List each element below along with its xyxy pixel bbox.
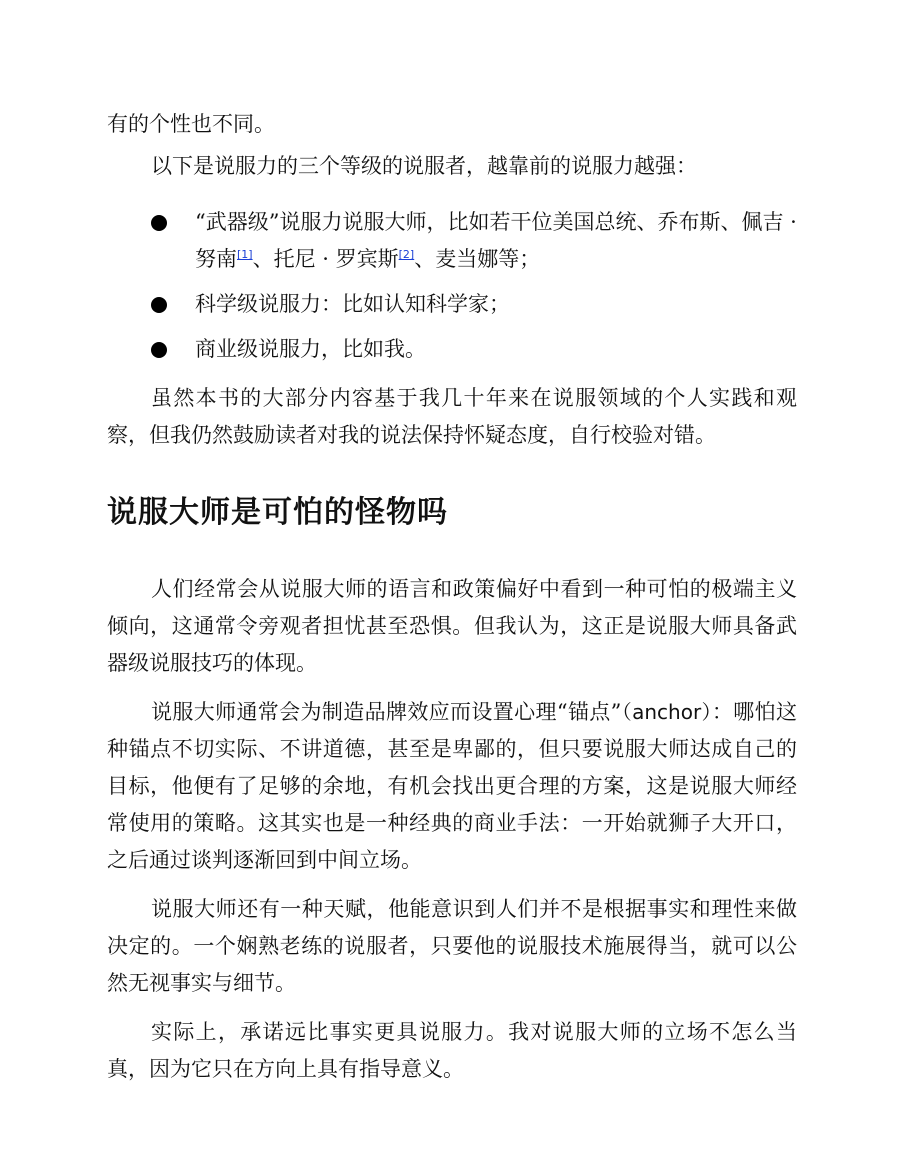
- section-heading: 说服大师是可怕的怪物吗: [107, 495, 448, 530]
- footnote-link[interactable]: [2]: [398, 248, 415, 261]
- list-item: [107, 286, 797, 323]
- paragraph-continuation: 有的个性也不同。: [107, 112, 275, 136]
- document-page: [107, 106, 797, 1088]
- paragraph-body: 人们经常会从说服大师的语言和政策偏好中看到一种可怕的极端主义倾向，这通常令旁观者担忧甚至恐惧。但我认为，这正是说服大师具备武器级说服技巧的体现。: [107, 577, 797, 675]
- list-item-text: 商业级说服力，比如我。: [195, 337, 426, 361]
- footnote-link[interactable]: [1]: [237, 248, 253, 261]
- bullet-icon: [151, 215, 167, 231]
- list-item-text: 、麦当娜等；: [414, 247, 541, 271]
- bullet-icon: [151, 342, 167, 358]
- paragraph-text: 说服大师通常会为制造品牌效应而设置心理“锚点”: [151, 700, 622, 724]
- paragraph-body: 说服大师还有一种天赋，他能意识到人们并不是根据事实和理性来做决定的。一个娴熟老练的说服者，只要他的说服技术施展得当，就可以公然无视事实与细节。: [107, 897, 797, 995]
- paragraph-caveat: 虽然本书的大部分内容基于我几十年来在说服领域的个人实践和观察，但我仍然鼓励读者对我的说法保持怀疑态度，自行校验对错。: [107, 386, 797, 447]
- list-item-text: “武器级”说服力说服大师，比如若干位美国总统、乔布斯、佩吉 · 努南: [195, 210, 797, 271]
- list-item: [107, 204, 797, 278]
- paragraph-text: （anchor）: [621, 700, 712, 724]
- paragraph-text: ：哪怕这种锚点不切实际、不讲道德，甚至是卑鄙的，但只要说服大师达成自己的目标，他便有了足够的余地，有机会找出更合理的方案，这是说服大师经常使用的策略。这其实也是一种经典的商业手法：一开始就狮子大开口，之后通过谈判逐渐回到中间立场。: [107, 700, 798, 872]
- list-item: [107, 331, 797, 368]
- persuasion-levels-list: [107, 204, 797, 368]
- list-item-text: 、托尼 · 罗宾斯: [252, 247, 399, 271]
- list-item-text: 科学级说服力：比如认知科学家；: [195, 292, 510, 316]
- paragraph-body: [107, 694, 797, 879]
- paragraph-levels-intro: 以下是说服力的三个等级的说服者，越靠前的说服力越强：: [151, 154, 697, 178]
- bullet-icon: [151, 297, 167, 313]
- paragraph-body: 实际上，承诺远比事实更具说服力。我对说服大师的立场不怎么当真，因为它只在方向上具有指导意义。: [107, 1020, 797, 1081]
